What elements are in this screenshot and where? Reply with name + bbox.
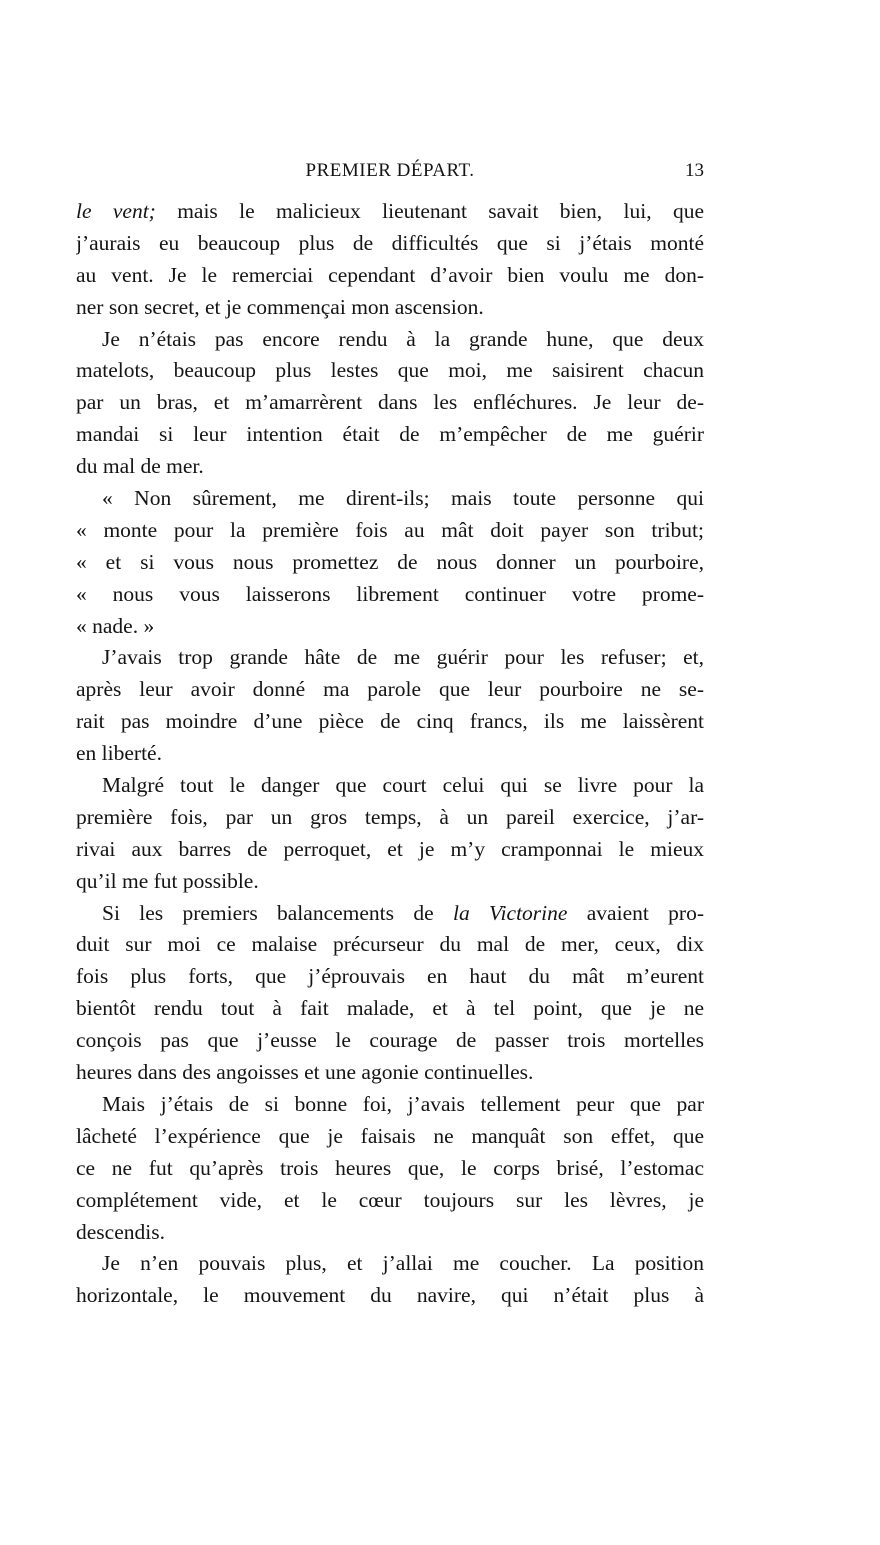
page-number: 13 — [685, 160, 704, 181]
text-segment: au vent. Je le remerciai cependant d’avoir bien voulu me don- — [76, 262, 704, 287]
text-line — [76, 324, 704, 356]
text-line — [76, 228, 704, 260]
text-segment: « nous vous laisserons librement continuer votre prome- — [76, 581, 704, 606]
text-segment: « monte pour la première fois au mât doit payer son tribut; — [76, 517, 704, 542]
text-line — [76, 738, 704, 770]
text-line — [76, 898, 704, 930]
text-line — [76, 1025, 704, 1057]
text-line — [76, 1121, 704, 1153]
running-title: PREMIER DÉPART. — [305, 160, 475, 181]
text-segment: « et si vous nous promettez de nous donner un pourboire, — [76, 549, 704, 574]
text-segment: duit sur moi ce malaise précurseur du mal de mer, ceux, dix — [76, 932, 704, 957]
text-line — [76, 770, 704, 802]
text-line — [76, 866, 704, 898]
italic-text: la Victorine — [452, 900, 568, 925]
text-segment: Je n’en pouvais plus, et j’allai me coucher. La position — [102, 1251, 704, 1276]
text-line — [76, 419, 704, 451]
text-line — [76, 674, 704, 706]
paragraph — [76, 642, 704, 770]
text-segment: horizontale, le mouvement du navire, qui n’était plus à — [76, 1283, 704, 1308]
text-line — [76, 1217, 704, 1249]
text-segment: avaient pro- — [567, 900, 704, 925]
text-line — [76, 706, 704, 738]
text-segment: bientôt rendu tout à fait malade, et à tel point, que je ne — [76, 996, 704, 1021]
paragraph — [76, 898, 704, 1089]
text-segment: par un bras, et m’amarrèrent dans les enfléchures. Je leur de- — [76, 390, 704, 415]
paragraph — [76, 324, 704, 483]
text-segment: heures dans des angoisses et une agonie continuelles. — [76, 1060, 534, 1085]
text-segment: matelots, beaucoup plus lestes que moi, me saisirent chacun — [76, 358, 704, 383]
italic-text: le vent; — [76, 199, 156, 223]
text-segment: Si les premiers balancements de — [102, 900, 453, 925]
paragraph — [76, 770, 704, 898]
text-segment: Malgré tout le danger que court celui qui se livre pour la — [102, 773, 704, 798]
text-segment: qu’il me fut possible. — [76, 868, 259, 893]
text-segment: « nade. » — [76, 613, 155, 638]
text-segment: fois plus forts, que j’éprouvais en haut du mât m’eurent — [76, 964, 704, 989]
text-line — [76, 993, 704, 1025]
text-line — [76, 387, 704, 419]
text-line — [76, 292, 704, 324]
text-segment: mandai si leur intention était de m’empêcher de me guérir — [76, 422, 704, 447]
text-segment: rait pas moindre d’une pièce de cinq francs, ils me laissèrent — [76, 709, 704, 734]
text-line — [76, 483, 704, 515]
text-segment: complétement vide, et le cœur toujours sur les lèvres, je — [76, 1187, 704, 1212]
text-line — [76, 1057, 704, 1089]
paragraph — [76, 196, 704, 324]
text-line — [76, 579, 704, 611]
text-line — [76, 611, 704, 643]
text-line — [76, 1153, 704, 1185]
text-segment: « Non sûrement, me dirent-ils; mais toute personne qui — [102, 486, 704, 511]
text-segment: en liberté. — [76, 741, 162, 766]
text-segment: première fois, par un gros temps, à un pareil exercice, j’ar- — [76, 804, 704, 829]
text-line — [76, 929, 704, 961]
text-segment: Je n’étais pas encore rendu à la grande hune, que deux — [102, 326, 704, 351]
text-segment: rivai aux barres de perroquet, et je m’y cramponnai le mieux — [76, 836, 704, 861]
text-line — [76, 260, 704, 292]
text-line — [76, 1280, 704, 1312]
text-segment: ner son secret, et je commençai mon ascension. — [76, 294, 484, 319]
text-line — [76, 1089, 704, 1121]
text-segment: J’avais trop grande hâte de me guérir pour les refuser; et, — [102, 645, 704, 670]
text-line — [76, 547, 704, 579]
text-line — [76, 1248, 704, 1280]
text-segment: Mais j’étais de si bonne foi, j’avais tellement peur que par — [102, 1091, 704, 1116]
text-line — [76, 1185, 704, 1217]
paragraph — [76, 1248, 704, 1312]
text-line — [76, 802, 704, 834]
text-line — [76, 196, 704, 228]
text-segment: lâcheté l’expérience que je faisais ne manquât son effet, que — [76, 1123, 704, 1148]
text-line — [76, 961, 704, 993]
paragraph — [76, 1089, 704, 1248]
text-segment: conçois pas que j’eusse le courage de passer trois mortelles — [76, 1028, 704, 1053]
paragraph — [76, 483, 704, 642]
text-segment: ce ne fut qu’après trois heures que, le corps brisé, l’estomac — [76, 1155, 704, 1180]
text-line — [76, 834, 704, 866]
text-line — [76, 355, 704, 387]
text-line — [76, 642, 704, 674]
text-segment: après leur avoir donné ma parole que leur pourboire ne se- — [76, 677, 704, 702]
text-segment: descendis. — [76, 1219, 165, 1244]
text-segment: j’aurais eu beaucoup plus de difficultés que si j’étais monté — [76, 230, 704, 255]
text-line — [76, 451, 704, 483]
running-head — [76, 160, 704, 190]
text-segment: du mal de mer. — [76, 454, 204, 479]
body-text — [76, 196, 704, 1312]
text-line — [76, 515, 704, 547]
text-segment: mais le malicieux lieutenant savait bien, lui, que — [155, 199, 704, 223]
